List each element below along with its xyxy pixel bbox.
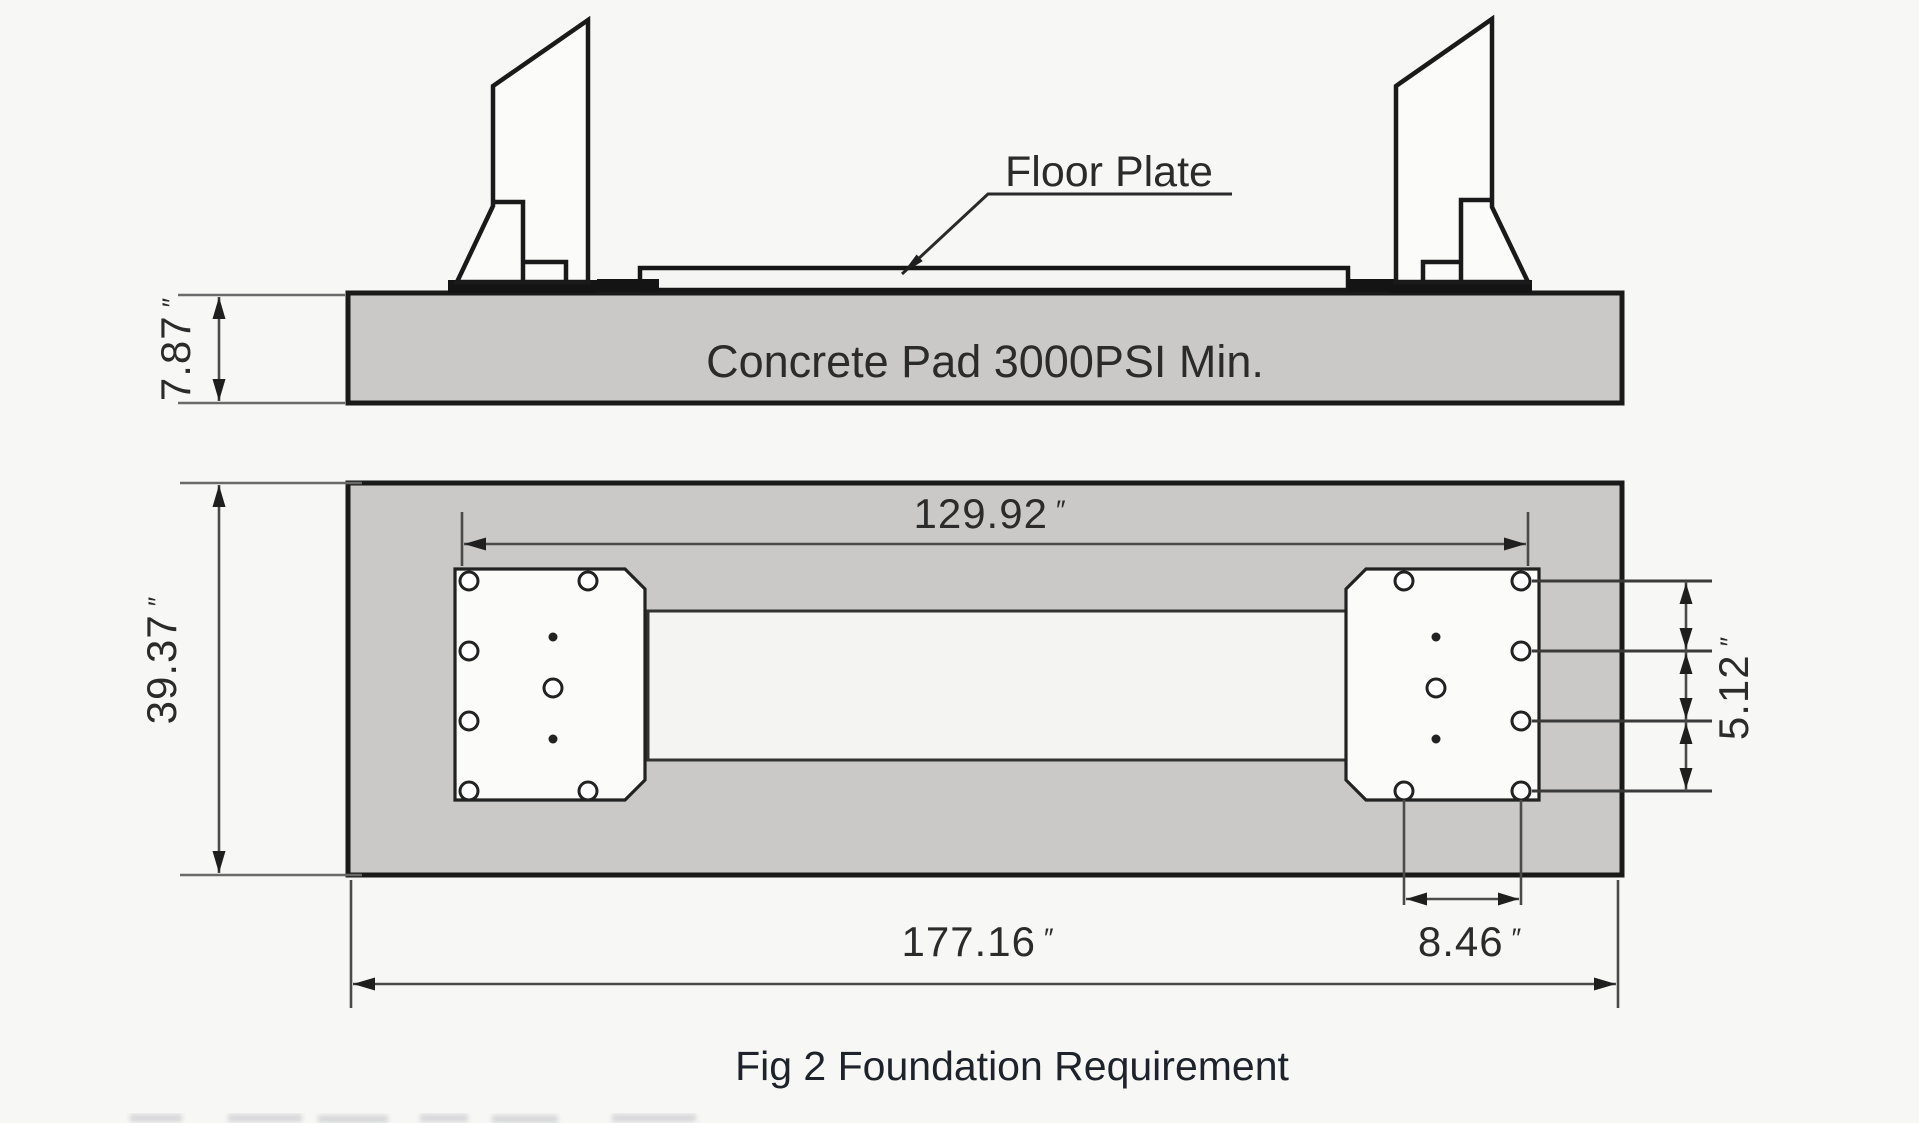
plan-view [138,483,1757,1008]
cropped-text-artifact [130,1114,696,1123]
arrowhead-up-icon [1680,723,1693,744]
arrowhead-up-icon [213,297,226,319]
anchor-hole [460,642,478,660]
floor-plate-right-anchor [1348,279,1394,292]
pad-width-value: 39.37″ [138,595,185,725]
pad-thickness-value: 7.87″ [152,296,199,402]
anchor-hole [579,782,597,800]
arrowhead-right-icon [1594,978,1616,991]
runway-area [648,611,1348,760]
center-hole [1427,679,1445,697]
arrowhead-down-icon [213,851,226,873]
figure-caption: Fig 2 Foundation Requirement [735,1043,1289,1089]
arrowhead-down-icon [213,379,226,401]
concrete-pad-label: Concrete Pad 3000PSI Min. [706,336,1264,387]
pilot-hole [549,735,558,744]
right-post [1396,19,1528,282]
floor-plate [640,268,1348,290]
arrowhead-up-icon [213,485,226,507]
anchor-hole [1512,572,1530,590]
left-mounting-plate [455,569,645,800]
anchor-hole [579,572,597,590]
anchor-hole [460,782,478,800]
center-hole [544,679,562,697]
anchor-hole [460,572,478,590]
section-view [152,19,1622,403]
right-mounting-plate [1346,569,1539,800]
leader-line [902,194,1232,274]
dimension-pad-width [138,483,362,875]
anchor-hole [1395,572,1413,590]
arrowhead-up-icon [1680,583,1693,604]
anchor-hole [460,712,478,730]
anchor-hole [1395,782,1413,800]
arrowhead-down-icon [1680,768,1693,789]
floor-plate-label: Floor Plate [1005,148,1213,196]
anchor-spacing-value: 8.46 ″ [1417,918,1523,965]
pilot-hole [549,633,558,642]
pilot-hole [1432,633,1441,642]
pilot-hole [1432,735,1441,744]
arrowhead-down-icon [1680,698,1693,719]
hole-spacing-value: 5.12″ [1710,635,1757,741]
dimension-pad-thickness [152,295,345,403]
plate-span-value: 129.92 ″ [913,490,1067,537]
floor-plate-left-anchor [597,279,659,292]
arrowhead-left-icon [353,978,375,991]
floor-plate-callout [902,148,1232,274]
arrowhead-up-icon [1680,653,1693,674]
anchor-hole [1512,782,1530,800]
left-post [457,20,588,282]
anchor-hole [1512,712,1530,730]
arrowhead-down-icon [1680,628,1693,649]
arrowhead-left-icon [1406,893,1427,906]
anchor-hole [1512,642,1530,660]
pad-length-value: 177.16 ″ [901,918,1055,965]
arrowhead-right-icon [1498,893,1519,906]
